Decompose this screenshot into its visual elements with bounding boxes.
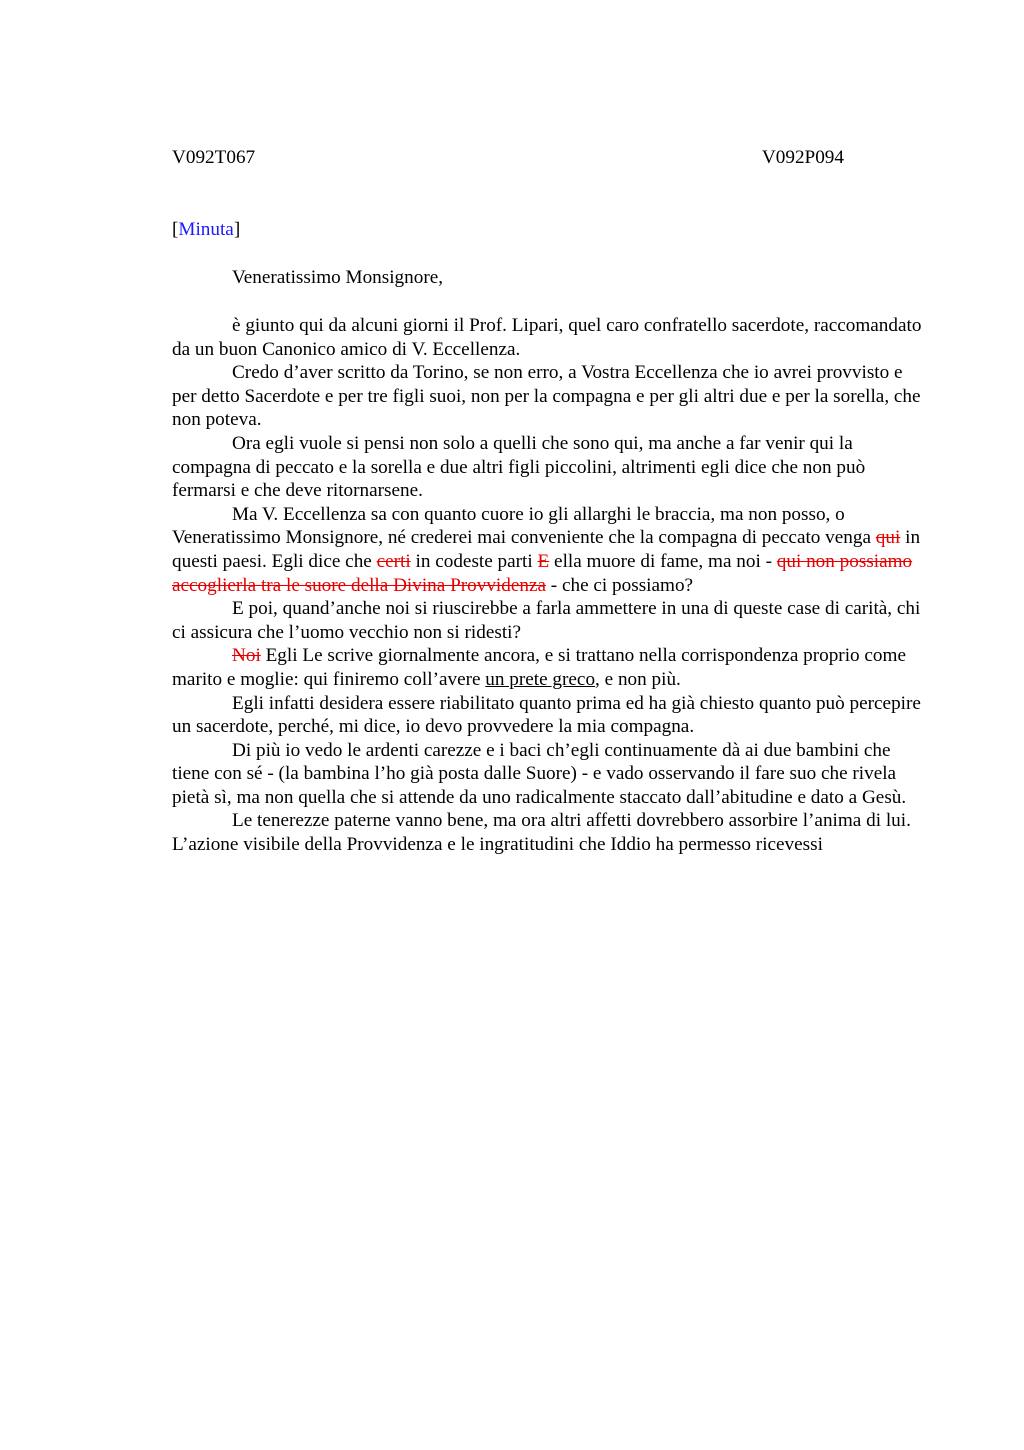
paragraph-text: Ora egli vuole si pensi non solo a quelli che sono qui, ma anche a far venir qui la compagna di peccato e la sorella e due altri figli piccolini, altrimenti egli dice che non può fermarsi e che deve ritornarsene.	[172, 432, 866, 502]
paragraph	[172, 432, 928, 503]
minuta-label	[172, 218, 240, 242]
paragraph	[172, 314, 928, 361]
paragraph-text: , e non più.	[595, 668, 681, 690]
document-codes	[172, 146, 844, 170]
right-code: V092P094	[761, 147, 844, 168]
deleted-text: qui non possiamo accoglierla tra le suore della Divina Provvidenza	[172, 550, 913, 596]
paragraph-text: Le tenerezze paterne vanno bene, ma ora altri affetti dovrebbero assorbire l’anima di lui. L’azione visibile della Provvidenza e le ingratitudini che Iddio ha permesso ricevessi	[172, 810, 911, 856]
paragraph	[172, 809, 928, 856]
paragraph	[172, 644, 928, 691]
deleted-text: Noi	[232, 645, 261, 667]
paragraph-text: Di più io vedo le ardenti carezze e i baci ch’egli continuamente dà ai due bambini che tiene con sé - (la bambina l’ho già posta dalle Suore) - e vado osservando il fare suo che rivela pietà sì, ma non quella che si attende da uno radicalmente staccato dall’abitudine e dato a Gesù.	[172, 739, 907, 808]
paragraph-text: in questi paesi. Egli dice che	[172, 527, 921, 572]
paragraph-text: E poi, quand’anche noi si riuscirebbe a farla ammettere in una di queste case di carità, chi ci assicura che l’uomo vecchio non si ridesti?	[172, 598, 921, 643]
paragraph	[172, 692, 928, 739]
minuta-link[interactable]: Minuta	[178, 219, 234, 240]
deleted-text: certi	[376, 550, 411, 572]
paragraph	[172, 503, 928, 597]
letter-body	[172, 314, 928, 857]
salutation: Veneratissimo Monsignore,	[232, 267, 444, 288]
close-bracket: ]	[233, 219, 241, 240]
left-code: V092T067	[172, 147, 256, 168]
underlined-text: un prete greco	[485, 668, 596, 690]
paragraph-text: ella muore di fame, ma noi -	[549, 550, 777, 572]
paragraph	[172, 597, 928, 644]
paragraph	[172, 361, 928, 432]
paragraph-text: - che ci possiamo?	[546, 574, 694, 596]
paragraph	[172, 739, 928, 810]
paragraph-text: Egli Le scrive giornalmente ancora, e si trattano nella corrispondenza proprio come marito e moglie: qui finiremo coll’avere	[172, 645, 906, 690]
deleted-text: E	[537, 550, 550, 572]
open-bracket: [	[172, 219, 179, 240]
paragraph-text: Credo d’aver scritto da Torino, se non erro, a Vostra Eccellenza che io avrei provvisto e per detto Sacerdote e per tre figli suoi, non per la compagna e per gli altri due e per la sorella, che non poteva.	[172, 362, 921, 431]
deleted-text: qui	[875, 527, 901, 549]
paragraph-text: Egli infatti desidera essere riabilitato quanto prima ed ha già chiesto quanto può percepire un sacerdote, perché, mi dice, io devo provvedere la mia compagna.	[172, 692, 921, 738]
paragraph-text: Ma V. Eccellenza sa con quanto cuore io gli allarghi le braccia, ma non posso, o Veneratissimo Monsignore, né crederei mai conveniente che la compagna di peccato venga	[172, 503, 876, 549]
paragraph-text: in codeste parti	[410, 550, 538, 572]
paragraph-text: è giunto qui da alcuni giorni il Prof. Lipari, quel caro confratello sacerdote, raccomandato da un buon Canonico amico di V. Eccellenza.	[172, 315, 922, 360]
